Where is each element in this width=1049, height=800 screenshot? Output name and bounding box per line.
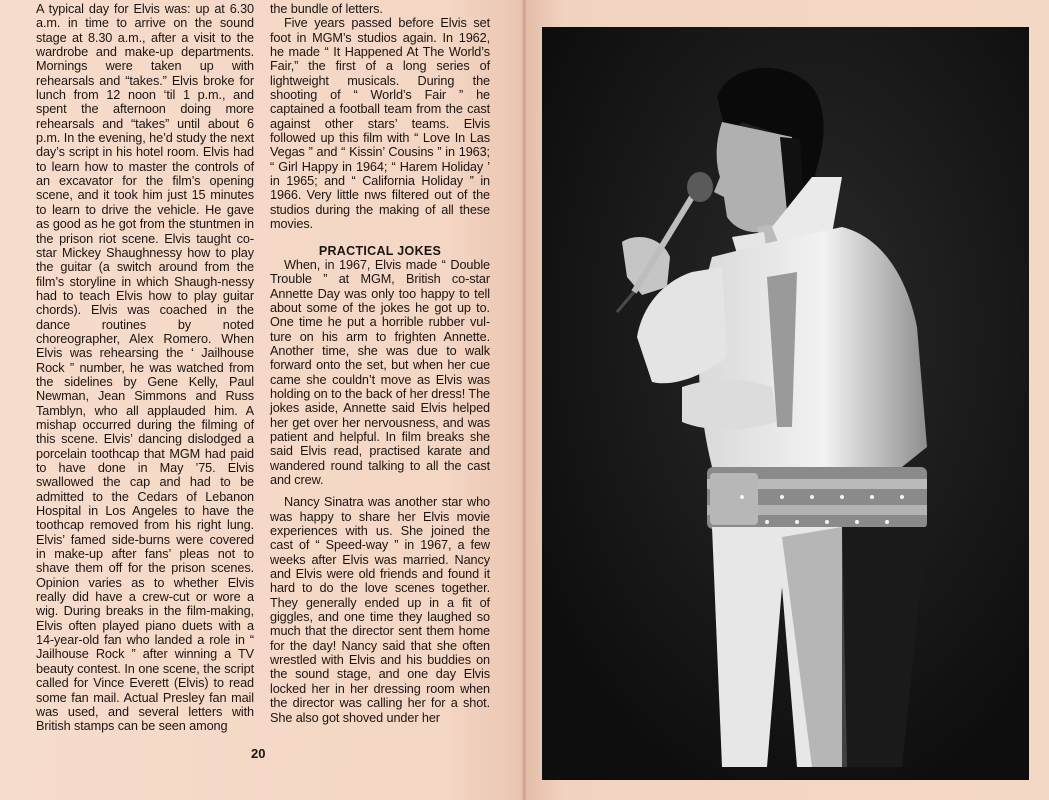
paragraph: A typical day for Elvis was: up at 6.30 a.m. in time to arrive on the sound stage at 8.30 a.m., after a visit to the wardrobe and make-up departments. Mornings were taken up with rehearsals and “takes.” Elvis broke for lunch from 12 noon ‘til 1 p.m., and spent the afternoon doing more rehearsals and “takes” until about 6 p.m. In the evening, he’d study the next day’s script in his hotel room. Elvis had to learn how to master the controls of an excavator for the film’s opening scene, and it took him just 15 minutes to learn to drive the vehicle. He gave as good as he got from the stuntmen in the prison riot scene. Elvis taught co-star Mickey Shaughnessy how to play the guitar (a switch around from the film’s storyline in which Shaugh-nessy had to teach Elvis how to play guitar chords). Elvis was coached in the dance routines by noted choreographer, Alex Romero. When Elvis was rehearsing the ‘ Jailhouse Rock ” number, he was watched from the sidelines by Gene Kelly, Paul Newman, Jean Simmons and Russ Tamblyn, who all applauded him. A mishap occurred during the filming of this scene. Elvis’ dancing dislodged a porcelain toothcap that MGM had paid to have done in May ’75. Elvis swallowed the cap and had to be admitted to the Cedars of Lebanon Hospital in Los Angeles to have the toothcap removed from his right lung. Elvis’ famed side-burns were covered in make-up after fans’ pleas not to shave them off for the prison scenes. Opinion varies as to whether Elvis really did have a crew-cut or wore a wig. During breaks in the film-making, Elvis often played piano duets with a 14-year-old fan who landed a role in “ Jailhouse Rock ” after winning a TV beauty contest. In one scene, the script called for Vince Everett (Elvis) to read some fan mail. Actual Presley fan mail was used, and several letters with British stamps can be seen among <box>36 2 254 734</box>
paragraph-continuation: the bundle of letters. <box>270 2 383 16</box>
paragraph: Five years passed before Elvis set foot in MGM’s studios again. In 1962, he made “ It Happened At The World’s Fair,” the first of a long series of lightweight musicals. During the shooting of “ World’s Fair ” he captained a football team from the cast against other stars’ teams. Elvis followed up this film with “ Love In Las Vegas ” and “ Kissin’ Cousins ” in 1963; “ Girl Happy in 1964; “ Harem Holiday ’ in 1965; and “ California Holiday ” in 1966. Very little nws filtered out of the studios during the making of all these movies. <box>270 16 490 232</box>
text-column-left <box>36 2 254 734</box>
book-spine <box>521 0 527 800</box>
paragraph: When, in 1967, Elvis made “ Double Trouble ” at MGM, British co-star Annette Day was only too happy to tell about some of the jokes he got up to. One time he put a horrible rubber vul-ture on his arm to frighten Annette. Another time, she was due to walk forward onto the set, but when her cue came she couldn’t move as Elvis was holding on to the back of her dress! The jokes aside, Annette said Elvis helped her get over her nervousness, and was patient and helpful. In film breaks she said Elvis read, practised karate and wandered round talking to all the cast and crew. <box>270 257 490 487</box>
page-number: 20 <box>251 746 266 761</box>
text-column-right <box>270 2 490 725</box>
section-heading: PRACTICAL JOKES <box>318 243 442 258</box>
paragraph: Nancy Sinatra was another star who was happy to share her Elvis movie experiences with us. She joined the cast of “ Speed-way ” in 1967, a few weeks after Elvis was married. Nancy and Elvis were old friends and found it hard to do the love scenes together. They generally ended up in a fit of giggles, and one time they laughed so much that the director sent them home for the day! Nancy said that she often wrestled with Elvis and his buddies on the sound stage, and one day Elvis locked her in her dressing room when the director was calling her for a shot. She also got shoved under her <box>270 495 490 725</box>
elvis-performer-photo <box>542 27 1029 780</box>
performer-illustration <box>542 27 1029 780</box>
